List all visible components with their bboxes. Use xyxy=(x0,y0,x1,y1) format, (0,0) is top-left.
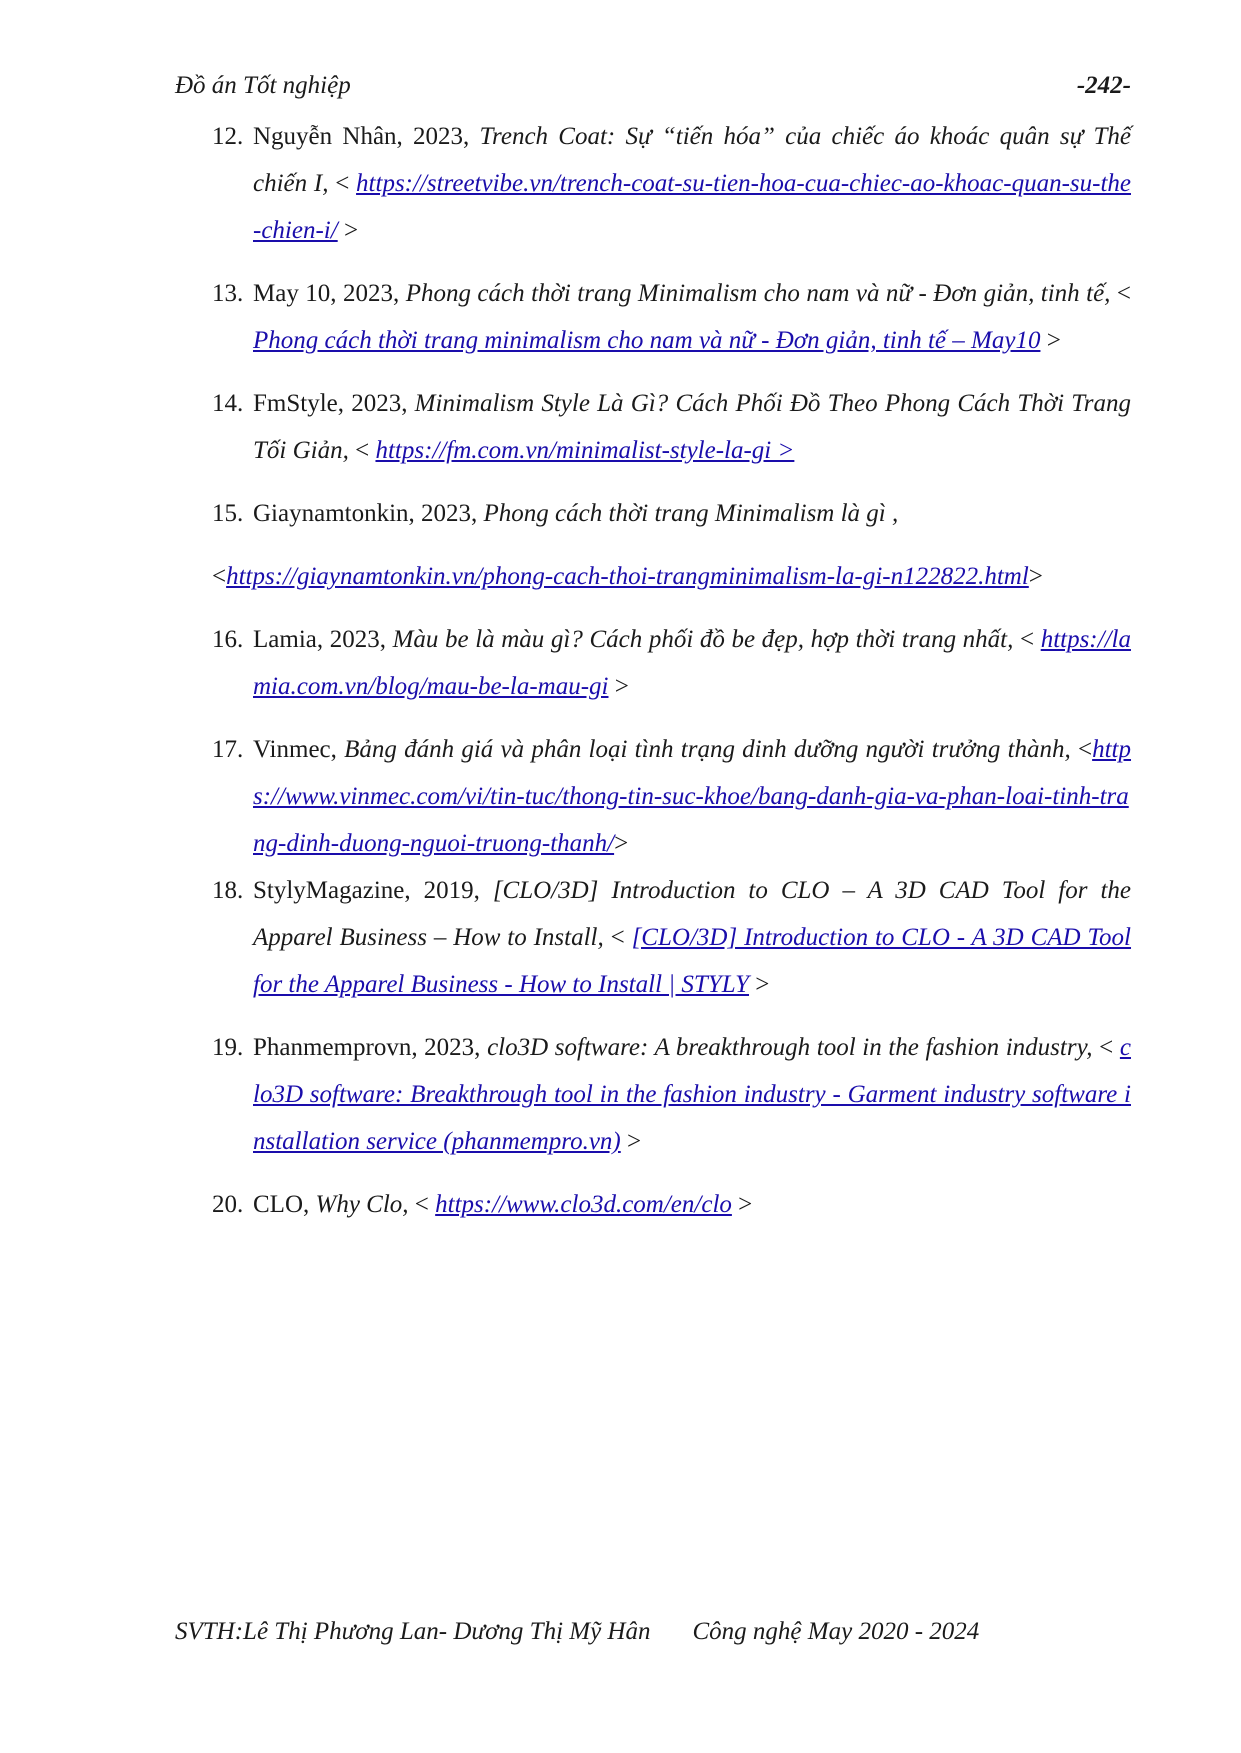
reference-number: 19. xyxy=(212,1034,244,1061)
reference-author-year: FmStyle, 2023, xyxy=(253,390,415,417)
reference-title: Bảng đánh giá và phân loại tình trạng dinh dưỡng người trưởng thành, xyxy=(344,736,1071,763)
reference-author-year: CLO, xyxy=(253,1191,316,1218)
link-open-bracket: < xyxy=(603,924,632,951)
link-open-bracket: < xyxy=(1092,1034,1120,1061)
reference-item-16 xyxy=(212,616,1131,710)
page-number: -242- xyxy=(1076,72,1131,99)
reference-number: 15. xyxy=(212,500,244,527)
link-open-bracket: < xyxy=(1070,736,1093,763)
reference-item-18 xyxy=(212,867,1131,1008)
link-close-bracket: > xyxy=(620,1128,642,1155)
reference-url-line xyxy=(212,553,1131,600)
reference-link[interactable]: https://giaynamtonkin.vn/phong-cach-thoi-trangminimalism-la-gi-n122822.html xyxy=(226,563,1029,590)
reference-item-17 xyxy=(212,726,1131,867)
reference-author-year: Phanmemprovn, 2023, xyxy=(253,1034,488,1061)
link-close-bracket: > xyxy=(1040,327,1061,354)
reference-item-13 xyxy=(212,270,1131,364)
link-close-bracket: > xyxy=(608,673,629,700)
reference-title: Phong cách thời trang Minimalism là gì , xyxy=(483,500,899,527)
reference-link[interactable]: [CLO/3D] Introduction to CLO - A 3D CAD Tool for the Apparel Business - How to Install | STYLY xyxy=(253,924,1132,998)
link-open-bracket: < xyxy=(408,1191,436,1218)
reference-author-year: StylyMagazine, 2019, xyxy=(253,877,493,904)
link-close-bracket: > xyxy=(749,971,770,998)
reference-title: Why Clo, xyxy=(315,1191,409,1218)
reference-author-year: Nguyễn Nhân, 2023, xyxy=(253,123,480,150)
reference-number: 18. xyxy=(212,877,244,904)
link-open-bracket: < xyxy=(348,437,376,464)
footer-authors: SVTH:Lê Thị Phương Lan- Dương Thị Mỹ Hân xyxy=(175,1618,651,1645)
reference-title: Phong cách thời trang Minimalism cho nam và nữ - Đơn giản, tinh tế, xyxy=(405,280,1111,307)
reference-number: 20. xyxy=(212,1191,244,1218)
reference-author-year: Giaynamtonkin, 2023, xyxy=(253,500,484,527)
reference-link[interactable]: https://www.clo3d.com/en/clo xyxy=(435,1191,732,1218)
reference-author-year: Lamia, 2023, xyxy=(253,626,393,653)
footer-course: Công nghệ May 2020 - 2024 xyxy=(692,1618,980,1645)
link-open-bracket: < xyxy=(1013,626,1041,653)
reference-item-19 xyxy=(212,1024,1131,1165)
reference-link[interactable]: https://lamia.com.vn/blog/mau-be-la-mau-gi xyxy=(253,626,1131,700)
link-open-bracket: < xyxy=(212,563,227,590)
reference-number: 16. xyxy=(212,626,244,653)
link-close-bracket: > xyxy=(731,1191,753,1218)
page-header xyxy=(175,72,1131,112)
reference-link[interactable]: https://www.vinmec.com/vi/tin-tuc/thong-tin-suc-khoe/bang-danh-gia-va-phan-loai-tinh-trang-dinh-duong-nguoi-truong-thanh/ xyxy=(253,736,1132,857)
link-close-bracket: > xyxy=(1028,563,1043,590)
link-close-bracket: > xyxy=(614,830,629,857)
reference-number: 13. xyxy=(212,280,244,307)
reference-author-year: Vinmec, xyxy=(253,736,345,763)
reference-author-year: May 10, 2023, xyxy=(253,280,406,307)
reference-list xyxy=(212,113,1131,1228)
link-close-bracket: > xyxy=(337,217,359,244)
document-title: Đồ án Tốt nghiệp xyxy=(175,72,351,99)
reference-title: Trench Coat: Sự “tiến hóa” của chiếc áo khoác quân sự Thế chiến I, xyxy=(253,123,1131,197)
reference-number: 14. xyxy=(212,390,244,417)
reference-title: clo3D software: A breakthrough tool in the fashion industry, xyxy=(487,1034,1093,1061)
reference-item-20 xyxy=(212,1181,1131,1228)
reference-link[interactable]: clo3D software: Breakthrough tool in the fashion industry - Garment industry software installation service (phanmempro.vn) xyxy=(253,1034,1131,1155)
reference-title: Minimalism Style Là Gì? Cách Phối Đồ Theo Phong Cách Thời Trang Tối Giản, xyxy=(253,390,1131,464)
page-footer xyxy=(175,1618,979,1646)
reference-number: 12. xyxy=(212,123,244,150)
reference-link[interactable]: Phong cách thời trang minimalism cho nam và nữ - Đơn giản, tinh tế – May10 xyxy=(253,327,1041,354)
reference-item-14 xyxy=(212,380,1131,474)
reference-item-15 xyxy=(212,490,1131,600)
reference-title: Màu be là màu gì? Cách phối đồ be đẹp, hợp thời trang nhất, xyxy=(392,626,1014,653)
reference-link[interactable]: https://streetvibe.vn/trench-coat-su-tien-hoa-cua-chiec-ao-khoac-quan-su-the-chien-i/ xyxy=(253,170,1131,244)
link-open-bracket: < xyxy=(1110,280,1131,307)
link-open-bracket: < xyxy=(328,170,357,197)
reference-title: [CLO/3D] Introduction to CLO – A 3D CAD Tool for the Apparel Business – How to Install, xyxy=(253,877,1131,951)
reference-link[interactable]: https://fm.com.vn/minimalist-style-la-gi > xyxy=(375,437,795,464)
reference-number: 17. xyxy=(212,736,244,763)
reference-item-12 xyxy=(212,113,1131,254)
